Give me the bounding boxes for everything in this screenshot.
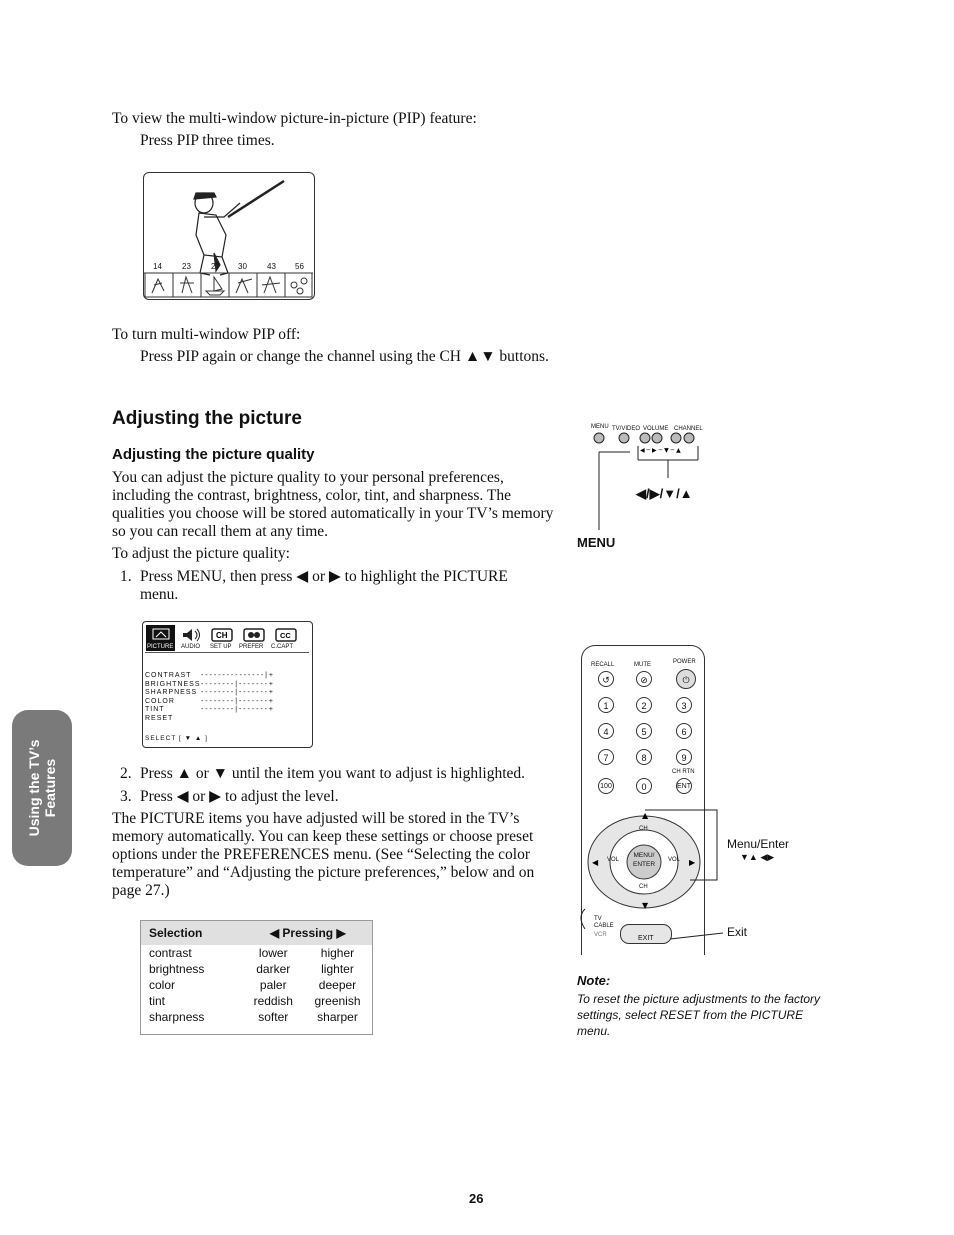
pip-off-heading: To turn multi-window PIP off: [112,326,301,343]
menu-level-bars [201,672,309,715]
key-2[interactable]: 2 [636,697,652,713]
menu-item: CONTRAST [145,672,192,679]
menu-item: RESET [145,714,174,722]
pip-off-instruction: Press PIP again or change the channel using the CH ▲▼ buttons. [140,348,549,365]
key-7[interactable]: 7 [598,749,614,765]
chapter-side-tab [12,710,72,866]
picture-icon [152,628,170,640]
table-row [141,993,372,1009]
panel-ch-down-button [671,433,681,443]
table-cell: tint [149,994,166,1008]
vol-label: VOL [668,857,681,863]
table-row [141,961,372,977]
pip-channel: 14 [153,262,162,271]
table-cell: deeper [318,978,357,992]
pip-screen-illustration [143,172,315,300]
key-3[interactable]: 3 [676,697,692,713]
level-bar: - - - - - - - - | - - - - - - - + [201,697,273,705]
menu-tab-audio: AUDIO [181,644,201,650]
level-bar: - - - - - - - - | - - - - - - - + [201,706,273,713]
menu-enter-callout: Menu/Enter [727,837,790,851]
table-cell: sharpness [149,1010,205,1024]
note-title: Note: [577,973,611,988]
closed-caption-icon [275,628,297,642]
tv-panel-diagram [577,420,720,550]
panel-label-tvvideo: TV/VIDEO [612,426,641,432]
panel-tvvideo-button [619,433,629,443]
power-label: POWER [673,659,696,665]
section-subtitle: Adjusting the picture quality [112,446,315,463]
menu-tab-setup: SET UP [210,644,232,650]
step-number: 3. [120,788,132,805]
table-row [141,977,372,993]
panel-vol-down-button [640,433,650,443]
menu-tab-ccapt: C.CAPT [271,644,294,650]
panel-vol-up-button [652,433,662,443]
recall-button[interactable] [598,671,614,687]
svg-text:CH: CH [216,631,228,640]
step-text: Press ◀ or ▶ to adjust the level. [140,788,339,805]
panel-menu-button [594,433,604,443]
panel-buttons [590,420,720,550]
pip-channel: 43 [267,262,276,271]
key-1[interactable]: 1 [598,697,614,713]
svg-text:◀ ─ ▶ ─ ▼ ─ ▲: ◀ ─ ▶ ─ ▼ ─ ▲ [640,447,681,454]
exit-callout: Exit [727,925,748,939]
panel-ch-up-button [684,433,694,443]
panel-label-volume: VOLUME [643,426,669,432]
recall-label: RECALL [591,662,615,668]
menu-tab-picture: PICTURE [147,644,174,650]
step-number: 2. [120,765,132,782]
chrtn-label: CH RTN [672,769,695,775]
mute-label: MUTE [634,662,651,668]
pip-channel: 27 [211,262,220,271]
power-button[interactable] [676,669,696,689]
table-cell: lower [258,946,288,960]
remote-callout-lines [575,805,725,955]
paragraph: The PICTURE items you have adjusted will be stored in the TV’s memory automatically. You can keep these settings or choose preset options under the PREFERENCES menu. (See “Selecting the color temperature” and “Adjusting the picture preferences,” below and on page 27.) [112,810,535,899]
key-8[interactable]: 8 [636,749,652,765]
menu-item: SHARPNESS [145,689,198,696]
selection-table [140,920,373,1035]
recall-icon: ↺ [602,675,610,685]
menu-item: COLOR [145,697,175,705]
baseball-player-icon [144,173,313,298]
panel-menu-label: MENU [577,535,616,550]
mute-button[interactable] [636,671,652,687]
key-0[interactable]: 0 [636,778,652,794]
step-text: Press ▲ or ▼ until the item you want to adjust is highlighted. [140,765,526,782]
exit-button-label: EXIT [638,935,654,942]
ch-label: CH [639,884,648,890]
panel-label-channel: CHANNEL [674,426,703,432]
key-9[interactable]: 9 [676,749,692,765]
step-text: Press MENU, then press ◀ or ▶ to highlight the PICTURE menu. [140,568,508,603]
menu-enter-arrows: ▼▲ ◀▶ [740,852,775,862]
pip-channel: 56 [295,262,304,271]
table-cell: darker [256,962,291,976]
pip-channel: 23 [182,262,191,271]
step-number: 1. [120,568,132,585]
intro-line: To view the multi-window picture-in-picture (PIP) feature: [112,110,477,127]
table-cell: lighter [321,962,354,976]
vol-label: VOL [607,857,620,863]
vol-down-icon: ◀ [592,858,599,867]
key-4[interactable]: 4 [598,723,614,739]
ch-up-icon: ▲ [642,811,649,820]
menu-tab-bar [145,624,309,653]
menu-item: TINT [145,706,165,713]
table-header-pressing: ◀ Pressing ▶ [269,926,346,940]
table-cell: higher [320,946,355,960]
paragraph: You can adjust the picture quality to your personal preferences, including the contrast, brightness, color, tint, and sharpness. The qualities you choose will be stored automatically in your TV’s memory so you can recall them at any time. [112,469,554,540]
panel-label-menu: MENU [591,424,609,430]
preferences-icon [243,628,265,642]
menu-tab-prefer: PREFER [239,644,264,650]
menu-footer: SELECT [ ▼ ▲ ] [145,735,208,742]
menu-item-list [145,672,205,723]
menu-item: BRIGHTNESS [145,680,201,688]
svg-text:CC: CC [280,631,291,640]
table-row [141,945,372,961]
key-100[interactable]: 100 [598,778,614,794]
vcr-mode-label: VCR [594,932,607,938]
vol-up-icon: ▶ [689,858,696,867]
cable-mode-label: CABLE [594,923,614,929]
table-row [141,1009,372,1025]
key-ent[interactable]: ENT [676,778,692,794]
note-text: To reset the picture adjustments to the factory settings, select RESET from the PICTURE menu. [577,992,821,1038]
mute-icon: ⊘ [640,675,648,685]
chapter-side-tab-label: Using the TV’s Features [26,739,58,837]
table-cell: brightness [149,962,205,976]
tv-mode-label: TV [594,916,602,922]
key-6[interactable]: 6 [676,723,692,739]
table-header-selection: Selection [149,926,203,940]
table-cell: reddish [253,994,293,1008]
channel-icon [211,628,233,642]
pip-channel: 30 [238,262,247,271]
table-cell: color [149,978,176,992]
intro-instruction: Press PIP three times. [140,132,275,149]
level-bar: - - - - - - - - | - - - - - - - + [201,689,273,696]
picture-menu-screen [142,621,313,748]
key-5[interactable]: 5 [636,723,652,739]
paragraph: To adjust the picture quality: [112,545,290,562]
table-cell: sharper [317,1010,358,1024]
menu-enter-button[interactable]: MENU/ ENTER [632,852,656,868]
table-cell: paler [259,978,287,992]
panel-arrows-label: ◀/▶/▼/▲ [636,486,693,501]
table-cell: greenish [314,994,361,1008]
table-cell: contrast [149,946,192,960]
page-number: 26 [469,1191,484,1206]
ch-down-icon: ▼ [642,901,649,910]
speaker-icon [181,628,203,642]
level-bar: - - - - - - - - - - - - - - - | + [201,672,273,679]
table-cell: softer [258,1010,289,1024]
level-bar: - - - - - - - - | - - - - - - - + [201,680,273,688]
ch-label: CH [639,826,648,832]
power-icon: ⏻ [682,675,690,685]
section-title: Adjusting the picture [112,408,302,429]
